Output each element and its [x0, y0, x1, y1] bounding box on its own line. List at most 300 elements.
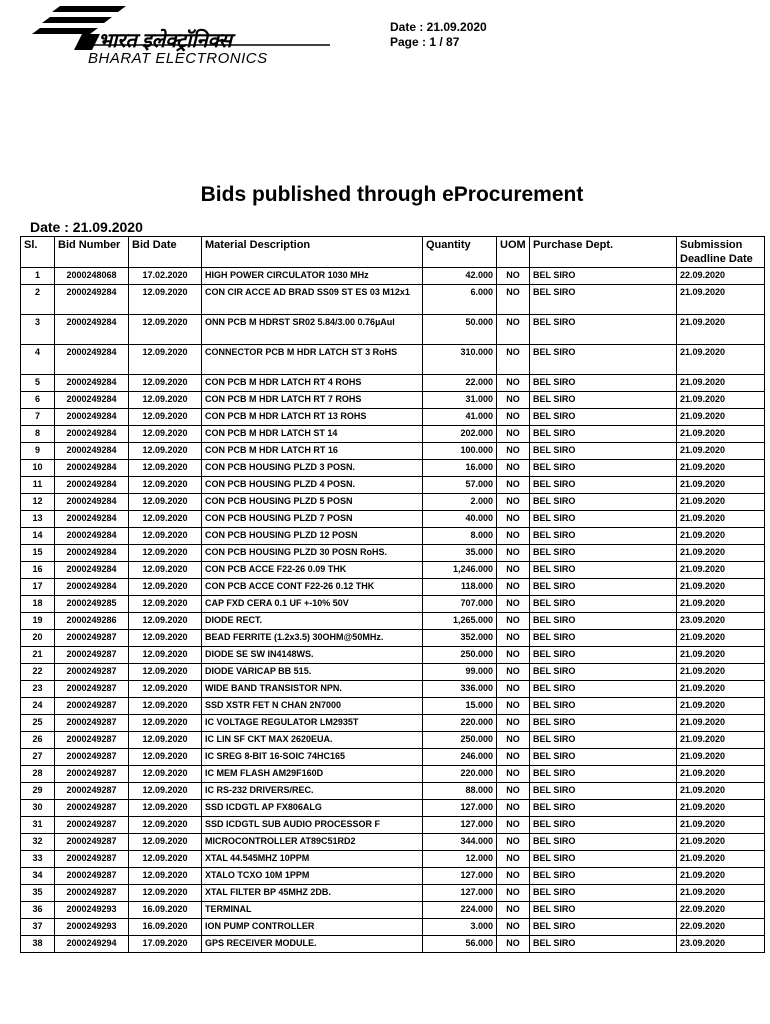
table-row [21, 749, 765, 766]
cell-quantity: 250.000 [423, 732, 497, 749]
cell-quantity: 99.000 [423, 664, 497, 681]
cell-bid-number: 2000249284 [55, 545, 129, 562]
cell-material-description: CON PCB HOUSING PLZD 12 POSN [202, 528, 423, 545]
cell-bid-number: 2000249287 [55, 647, 129, 664]
cell-purchase-dept: BEL SIRO [530, 545, 677, 562]
table-row [21, 732, 765, 749]
cell-sl: 16 [21, 562, 55, 579]
cell-bid-date: 17.09.2020 [129, 936, 202, 953]
cell-quantity: 100.000 [423, 443, 497, 460]
cell-quantity: 1,265.000 [423, 613, 497, 630]
cell-sl: 12 [21, 494, 55, 511]
cell-uom: NO [497, 460, 530, 477]
cell-bid-date: 12.09.2020 [129, 477, 202, 494]
cell-material-description: SSD ICDGTL AP FX806ALG [202, 800, 423, 817]
cell-sl: 28 [21, 766, 55, 783]
report-date: Date : 21.09.2020 [30, 219, 143, 235]
cell-quantity: 127.000 [423, 868, 497, 885]
cell-uom: NO [497, 315, 530, 345]
cell-bid-number: 2000249287 [55, 681, 129, 698]
cell-bid-number: 2000249284 [55, 426, 129, 443]
cell-quantity: 35.000 [423, 545, 497, 562]
cell-quantity: 2.000 [423, 494, 497, 511]
cell-sl: 10 [21, 460, 55, 477]
cell-deadline: 21.09.2020 [677, 647, 765, 664]
cell-material-description: CON PCB M HDR LATCH RT 16 [202, 443, 423, 460]
cell-quantity: 246.000 [423, 749, 497, 766]
cell-bid-number: 2000249287 [55, 749, 129, 766]
cell-sl: 26 [21, 732, 55, 749]
cell-sl: 5 [21, 375, 55, 392]
cell-bid-date: 12.09.2020 [129, 647, 202, 664]
cell-bid-number: 2000249284 [55, 375, 129, 392]
cell-sl: 32 [21, 834, 55, 851]
cell-bid-number: 2000249287 [55, 664, 129, 681]
cell-bid-date: 12.09.2020 [129, 315, 202, 345]
cell-deadline: 21.09.2020 [677, 285, 765, 315]
cell-uom: NO [497, 868, 530, 885]
cell-deadline: 21.09.2020 [677, 443, 765, 460]
cell-sl: 25 [21, 715, 55, 732]
cell-material-description: WIDE BAND TRANSISTOR NPN. [202, 681, 423, 698]
cell-material-description: CON CIR ACCE AD BRAD SS09 ST ES 03 M12x1 [202, 285, 423, 315]
cell-uom: NO [497, 613, 530, 630]
table-row [21, 409, 765, 426]
cell-uom: NO [497, 800, 530, 817]
cell-uom: NO [497, 409, 530, 426]
cell-bid-date: 12.09.2020 [129, 681, 202, 698]
cell-sl: 24 [21, 698, 55, 715]
cell-deadline: 23.09.2020 [677, 613, 765, 630]
cell-deadline: 21.09.2020 [677, 562, 765, 579]
cell-sl: 17 [21, 579, 55, 596]
cell-bid-date: 12.09.2020 [129, 579, 202, 596]
cell-material-description: IC MEM FLASH AM29F160D [202, 766, 423, 783]
cell-bid-date: 12.09.2020 [129, 868, 202, 885]
cell-sl: 34 [21, 868, 55, 885]
cell-quantity: 344.000 [423, 834, 497, 851]
cell-bid-number: 2000249293 [55, 902, 129, 919]
cell-deadline: 21.09.2020 [677, 715, 765, 732]
cell-purchase-dept: BEL SIRO [530, 315, 677, 345]
cell-deadline: 21.09.2020 [677, 579, 765, 596]
cell-material-description: BEAD FERRITE (1.2x3.5) 30OHM@50MHz. [202, 630, 423, 647]
cell-deadline: 21.09.2020 [677, 698, 765, 715]
table-row [21, 851, 765, 868]
cell-material-description: CON PCB M HDR LATCH RT 7 ROHS [202, 392, 423, 409]
cell-sl: 36 [21, 902, 55, 919]
cell-deadline: 21.09.2020 [677, 766, 765, 783]
cell-sl: 4 [21, 345, 55, 375]
cell-material-description: CON PCB HOUSING PLZD 5 POSN [202, 494, 423, 511]
cell-sl: 29 [21, 783, 55, 800]
cell-bid-date: 12.09.2020 [129, 749, 202, 766]
cell-uom: NO [497, 630, 530, 647]
cell-uom: NO [497, 477, 530, 494]
cell-bid-number: 2000249286 [55, 613, 129, 630]
cell-uom: NO [497, 715, 530, 732]
table-header-row [21, 237, 765, 268]
cell-sl: 6 [21, 392, 55, 409]
cell-bid-date: 12.09.2020 [129, 885, 202, 902]
table-row [21, 426, 765, 443]
cell-bid-date: 12.09.2020 [129, 783, 202, 800]
cell-bid-number: 2000249287 [55, 851, 129, 868]
cell-purchase-dept: BEL SIRO [530, 936, 677, 953]
cell-quantity: 56.000 [423, 936, 497, 953]
cell-purchase-dept: BEL SIRO [530, 783, 677, 800]
cell-bid-date: 12.09.2020 [129, 345, 202, 375]
page-title: Bids published through eProcurement [200, 183, 584, 206]
cell-quantity: 57.000 [423, 477, 497, 494]
cell-bid-date: 12.09.2020 [129, 511, 202, 528]
cell-bid-date: 12.09.2020 [129, 375, 202, 392]
cell-sl: 18 [21, 596, 55, 613]
table-row [21, 715, 765, 732]
cell-sl: 3 [21, 315, 55, 345]
cell-sl: 19 [21, 613, 55, 630]
cell-bid-date: 12.09.2020 [129, 630, 202, 647]
cell-uom: NO [497, 345, 530, 375]
cell-quantity: 336.000 [423, 681, 497, 698]
col-header-bid-date: Bid Date [129, 237, 202, 268]
cell-quantity: 118.000 [423, 579, 497, 596]
cell-purchase-dept: BEL SIRO [530, 511, 677, 528]
cell-bid-date: 12.09.2020 [129, 562, 202, 579]
cell-bid-number: 2000249287 [55, 834, 129, 851]
document-meta [390, 20, 487, 50]
cell-purchase-dept: BEL SIRO [530, 851, 677, 868]
cell-quantity: 220.000 [423, 715, 497, 732]
cell-sl: 7 [21, 409, 55, 426]
cell-uom: NO [497, 511, 530, 528]
table-row [21, 511, 765, 528]
cell-uom: NO [497, 851, 530, 868]
cell-material-description: IC SREG 8-BIT 16-SOIC 74HC165 [202, 749, 423, 766]
cell-uom: NO [497, 936, 530, 953]
col-header-quantity: Quantity [423, 237, 497, 268]
cell-bid-date: 12.09.2020 [129, 596, 202, 613]
cell-deadline: 21.09.2020 [677, 783, 765, 800]
table-row [21, 919, 765, 936]
cell-uom: NO [497, 596, 530, 613]
logo-english-text: BHARAT ELECTRONICS [88, 50, 268, 67]
table-row [21, 664, 765, 681]
cell-purchase-dept: BEL SIRO [530, 630, 677, 647]
cell-purchase-dept: BEL SIRO [530, 426, 677, 443]
cell-deadline: 21.09.2020 [677, 494, 765, 511]
cell-bid-number: 2000249284 [55, 562, 129, 579]
cell-purchase-dept: BEL SIRO [530, 664, 677, 681]
cell-quantity: 707.000 [423, 596, 497, 613]
cell-material-description: MICROCONTROLLER AT89C51RD2 [202, 834, 423, 851]
cell-material-description: IC RS-232 DRIVERS/REC. [202, 783, 423, 800]
cell-sl: 37 [21, 919, 55, 936]
cell-bid-number: 2000249287 [55, 800, 129, 817]
cell-bid-date: 12.09.2020 [129, 664, 202, 681]
cell-purchase-dept: BEL SIRO [530, 800, 677, 817]
cell-quantity: 50.000 [423, 315, 497, 345]
cell-quantity: 40.000 [423, 511, 497, 528]
cell-deadline: 21.09.2020 [677, 749, 765, 766]
cell-deadline: 21.09.2020 [677, 477, 765, 494]
cell-bid-date: 12.09.2020 [129, 613, 202, 630]
cell-bid-number: 2000249287 [55, 766, 129, 783]
cell-deadline: 22.09.2020 [677, 919, 765, 936]
cell-quantity: 1,246.000 [423, 562, 497, 579]
cell-purchase-dept: BEL SIRO [530, 596, 677, 613]
cell-bid-number: 2000249287 [55, 783, 129, 800]
table-row [21, 477, 765, 494]
cell-quantity: 8.000 [423, 528, 497, 545]
col-header-submission-deadline: Submission Deadline Date [677, 237, 765, 268]
cell-purchase-dept: BEL SIRO [530, 902, 677, 919]
cell-deadline: 21.09.2020 [677, 664, 765, 681]
cell-deadline: 21.09.2020 [677, 545, 765, 562]
cell-uom: NO [497, 698, 530, 715]
cell-sl: 21 [21, 647, 55, 664]
cell-purchase-dept: BEL SIRO [530, 766, 677, 783]
cell-bid-date: 12.09.2020 [129, 426, 202, 443]
cell-quantity: 202.000 [423, 426, 497, 443]
col-header-uom: UOM [497, 237, 530, 268]
cell-quantity: 42.000 [423, 268, 497, 285]
cell-sl: 31 [21, 817, 55, 834]
table-row [21, 783, 765, 800]
cell-material-description: CON PCB HOUSING PLZD 30 POSN RoHS. [202, 545, 423, 562]
cell-quantity: 22.000 [423, 375, 497, 392]
cell-deadline: 21.09.2020 [677, 460, 765, 477]
cell-bid-number: 2000249287 [55, 868, 129, 885]
cell-bid-date: 12.09.2020 [129, 409, 202, 426]
cell-bid-number: 2000249284 [55, 494, 129, 511]
table-row [21, 315, 765, 345]
cell-quantity: 88.000 [423, 783, 497, 800]
cell-deadline: 21.09.2020 [677, 681, 765, 698]
cell-purchase-dept: BEL SIRO [530, 579, 677, 596]
cell-bid-date: 12.09.2020 [129, 698, 202, 715]
cell-deadline: 21.09.2020 [677, 409, 765, 426]
cell-bid-number: 2000249284 [55, 460, 129, 477]
table-row [21, 817, 765, 834]
cell-quantity: 352.000 [423, 630, 497, 647]
table-row [21, 868, 765, 885]
cell-purchase-dept: BEL SIRO [530, 392, 677, 409]
cell-material-description: CON PCB HOUSING PLZD 3 POSN. [202, 460, 423, 477]
cell-uom: NO [497, 834, 530, 851]
cell-deadline: 21.09.2020 [677, 315, 765, 345]
cell-sl: 22 [21, 664, 55, 681]
cell-deadline: 22.09.2020 [677, 902, 765, 919]
cell-bid-number: 2000249284 [55, 315, 129, 345]
cell-bid-date: 12.09.2020 [129, 494, 202, 511]
cell-deadline: 21.09.2020 [677, 375, 765, 392]
cell-purchase-dept: BEL SIRO [530, 681, 677, 698]
cell-purchase-dept: BEL SIRO [530, 528, 677, 545]
cell-sl: 1 [21, 268, 55, 285]
cell-deadline: 21.09.2020 [677, 426, 765, 443]
cell-uom: NO [497, 766, 530, 783]
cell-sl: 35 [21, 885, 55, 902]
table-row [21, 596, 765, 613]
cell-bid-date: 12.09.2020 [129, 460, 202, 477]
cell-purchase-dept: BEL SIRO [530, 268, 677, 285]
cell-deadline: 21.09.2020 [677, 511, 765, 528]
cell-sl: 14 [21, 528, 55, 545]
cell-quantity: 31.000 [423, 392, 497, 409]
cell-material-description: SSD ICDGTL SUB AUDIO PROCESSOR F [202, 817, 423, 834]
cell-deadline: 21.09.2020 [677, 630, 765, 647]
table-row [21, 392, 765, 409]
cell-purchase-dept: BEL SIRO [530, 345, 677, 375]
cell-sl: 33 [21, 851, 55, 868]
cell-uom: NO [497, 817, 530, 834]
cell-purchase-dept: BEL SIRO [530, 460, 677, 477]
table-body [21, 268, 765, 953]
cell-quantity: 127.000 [423, 817, 497, 834]
table-row [21, 345, 765, 375]
table-row [21, 579, 765, 596]
cell-uom: NO [497, 392, 530, 409]
cell-quantity: 310.000 [423, 345, 497, 375]
table-row [21, 460, 765, 477]
cell-material-description: CONNECTOR PCB M HDR LATCH ST 3 RoHS [202, 345, 423, 375]
cell-material-description: CON PCB M HDR LATCH ST 14 [202, 426, 423, 443]
cell-uom: NO [497, 375, 530, 392]
col-header-material-description: Material Description [202, 237, 423, 268]
cell-uom: NO [497, 919, 530, 936]
cell-sl: 27 [21, 749, 55, 766]
cell-uom: NO [497, 443, 530, 460]
cell-bid-date: 17.02.2020 [129, 268, 202, 285]
cell-quantity: 16.000 [423, 460, 497, 477]
cell-purchase-dept: BEL SIRO [530, 715, 677, 732]
cell-uom: NO [497, 749, 530, 766]
cell-sl: 23 [21, 681, 55, 698]
cell-purchase-dept: BEL SIRO [530, 494, 677, 511]
cell-purchase-dept: BEL SIRO [530, 834, 677, 851]
cell-uom: NO [497, 885, 530, 902]
cell-sl: 30 [21, 800, 55, 817]
table-row [21, 936, 765, 953]
cell-material-description: DIODE SE SW IN4148WS. [202, 647, 423, 664]
table-row [21, 545, 765, 562]
cell-bid-number: 2000249284 [55, 345, 129, 375]
cell-bid-number: 2000249284 [55, 409, 129, 426]
col-header-sl: Sl. [21, 237, 55, 268]
cell-uom: NO [497, 545, 530, 562]
cell-deadline: 21.09.2020 [677, 885, 765, 902]
cell-uom: NO [497, 268, 530, 285]
cell-material-description: HIGH POWER CIRCULATOR 1030 MHz [202, 268, 423, 285]
cell-purchase-dept: BEL SIRO [530, 885, 677, 902]
cell-deadline: 21.09.2020 [677, 851, 765, 868]
logo-hindi-text: भारत इलेक्ट्रॉनिक्स [98, 30, 232, 52]
bids-table [20, 236, 765, 953]
cell-bid-date: 12.09.2020 [129, 834, 202, 851]
table-row [21, 902, 765, 919]
cell-material-description: DIODE VARICAP BB 515. [202, 664, 423, 681]
cell-material-description: IC LIN SF CKT MAX 2620EUA. [202, 732, 423, 749]
cell-purchase-dept: BEL SIRO [530, 477, 677, 494]
table-row [21, 834, 765, 851]
cell-sl: 2 [21, 285, 55, 315]
table-row [21, 562, 765, 579]
cell-deadline: 22.09.2020 [677, 268, 765, 285]
cell-bid-number: 2000249287 [55, 817, 129, 834]
cell-quantity: 15.000 [423, 698, 497, 715]
cell-quantity: 12.000 [423, 851, 497, 868]
table-row [21, 375, 765, 392]
cell-purchase-dept: BEL SIRO [530, 817, 677, 834]
cell-bid-date: 12.09.2020 [129, 732, 202, 749]
cell-bid-date: 12.09.2020 [129, 766, 202, 783]
table-row [21, 268, 765, 285]
cell-purchase-dept: BEL SIRO [530, 375, 677, 392]
cell-material-description: CON PCB M HDR LATCH RT 4 ROHS [202, 375, 423, 392]
cell-material-description: XTAL FILTER BP 45MHZ 2DB. [202, 885, 423, 902]
cell-purchase-dept: BEL SIRO [530, 613, 677, 630]
table-row [21, 443, 765, 460]
cell-deadline: 21.09.2020 [677, 732, 765, 749]
cell-deadline: 23.09.2020 [677, 936, 765, 953]
cell-bid-number: 2000249294 [55, 936, 129, 953]
cell-bid-number: 2000249284 [55, 528, 129, 545]
cell-uom: NO [497, 426, 530, 443]
table-row [21, 494, 765, 511]
cell-material-description: CON PCB M HDR LATCH RT 13 ROHS [202, 409, 423, 426]
cell-bid-date: 12.09.2020 [129, 715, 202, 732]
table-row [21, 766, 765, 783]
cell-material-description: GPS RECEIVER MODULE. [202, 936, 423, 953]
cell-quantity: 127.000 [423, 885, 497, 902]
cell-material-description: DIODE RECT. [202, 613, 423, 630]
cell-material-description: ION PUMP CONTROLLER [202, 919, 423, 936]
cell-quantity: 3.000 [423, 919, 497, 936]
cell-bid-number: 2000249287 [55, 630, 129, 647]
cell-sl: 9 [21, 443, 55, 460]
cell-uom: NO [497, 783, 530, 800]
cell-deadline: 21.09.2020 [677, 596, 765, 613]
cell-bid-number: 2000249284 [55, 511, 129, 528]
cell-material-description: CAP FXD CERA 0.1 UF +-10% 50V [202, 596, 423, 613]
cell-bid-number: 2000249287 [55, 698, 129, 715]
cell-uom: NO [497, 681, 530, 698]
cell-material-description: XTAL 44.545MHZ 10PPM [202, 851, 423, 868]
cell-bid-number: 2000249287 [55, 885, 129, 902]
cell-purchase-dept: BEL SIRO [530, 409, 677, 426]
header-date: Date : 21.09.2020 [390, 20, 487, 34]
cell-bid-date: 12.09.2020 [129, 528, 202, 545]
cell-sl: 20 [21, 630, 55, 647]
cell-uom: NO [497, 562, 530, 579]
cell-deadline: 21.09.2020 [677, 834, 765, 851]
cell-bid-number: 2000249287 [55, 715, 129, 732]
table-row [21, 647, 765, 664]
cell-sl: 11 [21, 477, 55, 494]
cell-deadline: 21.09.2020 [677, 817, 765, 834]
cell-deadline: 21.09.2020 [677, 392, 765, 409]
cell-bid-number: 2000249284 [55, 392, 129, 409]
cell-purchase-dept: BEL SIRO [530, 647, 677, 664]
cell-material-description: XTALO TCXO 10M 1PPM [202, 868, 423, 885]
cell-bid-date: 12.09.2020 [129, 285, 202, 315]
cell-uom: NO [497, 902, 530, 919]
cell-bid-date: 12.09.2020 [129, 392, 202, 409]
table-row [21, 285, 765, 315]
table-row [21, 630, 765, 647]
cell-material-description: TERMINAL [202, 902, 423, 919]
